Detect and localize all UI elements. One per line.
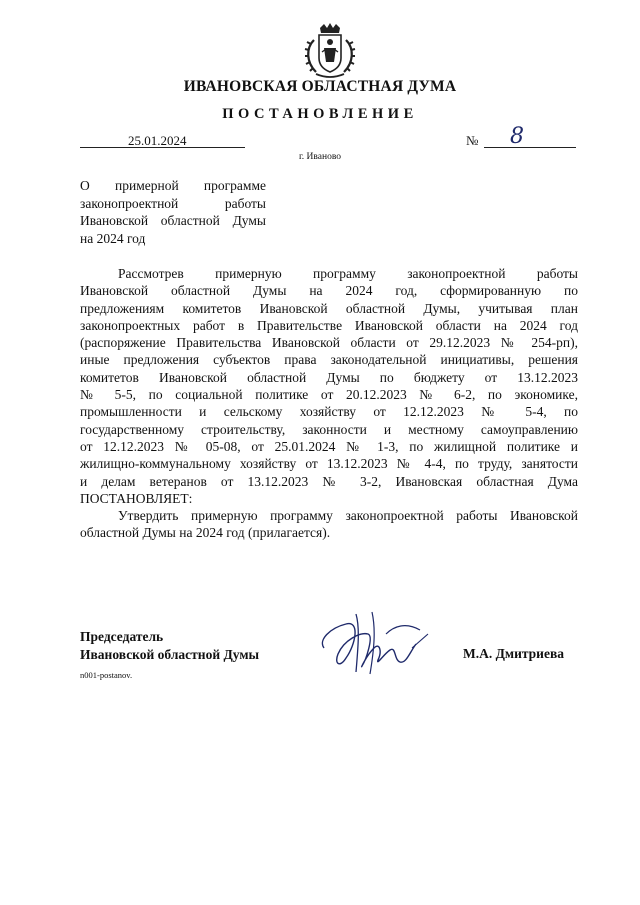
city-label: г. Иваново: [298, 152, 342, 162]
footer-code: n001-postanov.: [80, 670, 133, 680]
chair-position-line: Председатель: [80, 629, 164, 644]
body-line: жилищно-коммунальному хозяйству от 13.12.2023 № 4-4, по труду, занятости: [80, 456, 578, 472]
body-text: [80, 265, 578, 542]
number-label: №: [466, 133, 479, 148]
subject-line: на 2024 год: [80, 230, 146, 246]
document-date: 25.01.2024: [128, 133, 187, 148]
body-line: Утвердить примерную программу законопроектной работы Ивановской: [118, 508, 578, 524]
body-line: Рассмотрев примерную программу законопроектной работы: [118, 266, 578, 281]
subject-line: О примерной программе: [80, 178, 266, 193]
body-line: от 12.12.2023 № 05-08, от 25.01.2024 № 1-3, по жилищной политике и: [80, 438, 578, 454]
document-number: 8: [510, 124, 524, 149]
resolve-word: ПОСТАНОВЛЯЕТ:: [80, 490, 193, 506]
chair-name: М.А. Дмитриева: [463, 646, 564, 661]
body-line: областной Думы на 2024 год (прилагается).: [80, 525, 331, 541]
body-line: государственному строительству, законности и местному самоуправлению: [80, 421, 578, 437]
body-line: предложениям комитетов Ивановской областной Думы, учитывая план: [80, 300, 578, 316]
body-line: Ивановской областной Думы на 2024 год, сформированную по: [80, 283, 578, 299]
body-line: комитетов Ивановской областной Думы по бюджету от 13.12.2023: [80, 369, 578, 385]
subject-block: [80, 177, 266, 247]
subject-line: законопроектной работы: [80, 195, 266, 211]
org-title: ИВАНОВСКАЯ ОБЛАСТНАЯ ДУМА: [183, 78, 457, 95]
chair-position: [80, 628, 259, 664]
body-line: промышленности и сельскому хозяйству от 12.12.2023 № 5-4, по: [80, 404, 578, 420]
coat-of-arms-icon: [300, 22, 360, 80]
body-line: (распоряжение Правительства Ивановской области от 29.12.2023 № 254-рп),: [80, 335, 578, 351]
body-line: № 5-5, по социальной политике от 20.12.2023 № 6-2, по экономике,: [80, 387, 578, 403]
handwritten-signature-icon: [316, 604, 436, 682]
body-line: иные предложения субъектов права законодательной инициативы, решения: [80, 352, 578, 368]
number-underline: [484, 147, 576, 148]
date-underline: [80, 147, 245, 148]
chair-position-line: Ивановской областной Думы: [80, 647, 260, 662]
subject-line: Ивановской областной Думы: [80, 213, 266, 228]
body-line: и делам ветеранов от 13.12.2023 № 3-2, Ивановская областная Дума: [80, 473, 578, 489]
body-line: законопроектных работ в Правительстве Ивановской области на 2024 год: [80, 317, 578, 333]
doc-type-title: ПОСТАНОВЛЕНИЕ: [222, 106, 418, 122]
